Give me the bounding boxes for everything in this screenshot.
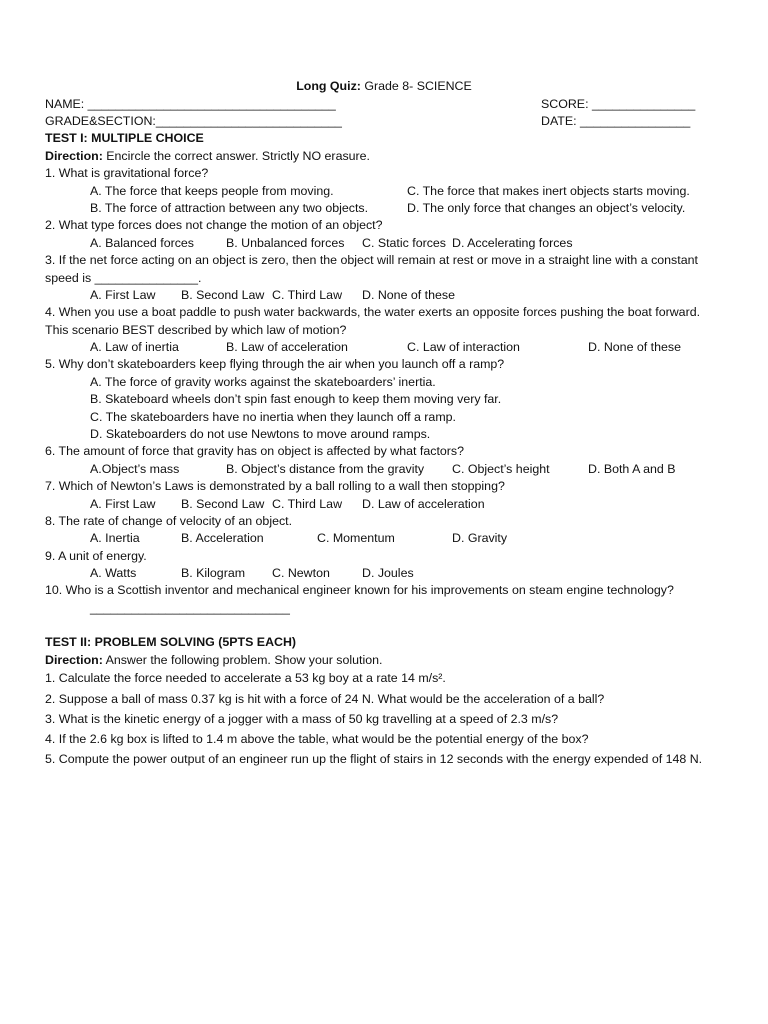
question-6-option-a: A.Object’s mass [90,462,180,476]
question-2-option-a: A. Balanced forces [90,236,195,250]
question-4-option-c: C. Law of interaction [407,340,520,354]
question-5-option-d: D. Skateboarders do not use Newtons to move around ramps. [90,427,431,441]
question-8-stem: 8. The rate of change of velocity of an object. [45,514,293,528]
question-1-option-b: B. The force of attraction between any two objects. [90,201,369,215]
question-6-option-d: D. Both A and B [588,462,676,476]
title-bold: Long Quiz: [296,79,361,93]
question-1-stem: 1. What is gravitational force? [45,166,209,180]
test2-direction [45,653,382,667]
score-field: SCORE: _______________ [541,97,696,111]
question-2-option-d: D. Accelerating forces [452,236,573,250]
question-9-stem: 9. A unit of energy. [45,549,147,563]
question-5-option-b: B. Skateboard wheels don’t spin fast enough to keep them moving very far. [90,392,502,406]
question-1-option-d: D. The only force that changes an object’s velocity. [407,201,686,215]
question-3-option-a: A. First Law [90,288,156,302]
question-8-option-a: A. Inertia [90,531,140,545]
question-2-stem: 2. What type forces does not change the motion of an object? [45,218,383,232]
question-10-stem: 10. Who is a Scottish inventor and mechanical engineer known for his improvements on steam engine technology? [45,583,674,597]
question-3-option-b: B. Second Law [181,288,265,302]
problem-4: 4. If the 2.6 kg box is lifted to 1.4 m above the table, what would be the potential energy of the box? [45,732,589,746]
question-8-option-d: D. Gravity [452,531,508,545]
question-2-option-c: C. Static forces [362,236,447,250]
question-3-option-d: D. None of these [362,288,455,302]
question-5-stem: 5. Why don’t skateboarders keep flying through the air when you launch off a ramp? [45,357,505,371]
question-9-option-c: C. Newton [272,566,330,580]
question-8-option-b: B. Acceleration [181,531,264,545]
problem-3: 3. What is the kinetic energy of a jogger with a mass of 50 kg travelling at a speed of 2.3 m/s? [45,712,559,726]
question-7-option-a: A. First Law [90,497,156,511]
direction-label: Direction: [45,653,103,667]
question-9-option-d: D. Joules [362,566,414,580]
question-9-option-a: A. Watts [90,566,137,580]
direction-text: Answer the following problem. Show your solution. [102,653,383,667]
question-3-stem-line2: speed is _______________. [45,271,202,285]
date-field: DATE: ________________ [541,114,691,128]
test1-direction [45,149,370,163]
question-2-option-b: B. Unbalanced forces [226,236,345,250]
question-7-option-b: B. Second Law [181,497,265,511]
question-3-option-c: C. Third Law [272,288,343,302]
quiz-title [0,79,768,93]
question-10-answer-blank: _____________________________ [90,601,290,615]
problem-5: 5. Compute the power output of an engineer run up the flight of stairs in 12 seconds with the energy expended of 148 N. [45,752,703,766]
question-6-option-c: C. Object’s height [452,462,550,476]
question-3-stem-line1: 3. If the net force acting on an object is zero, then the object will remain at rest or move in a straight line with a constant [45,253,698,267]
question-4-option-d: D. None of these [588,340,681,354]
question-4-stem-line2: This scenario BEST described by which law of motion? [45,323,347,337]
question-6-stem: 6. The amount of force that gravity has on object is affected by what factors? [45,444,464,458]
question-5-option-a: A. The force of gravity works against the skateboarders’ inertia. [90,375,436,389]
question-1-option-a: A. The force that keeps people from moving. [90,184,334,198]
question-6-option-b: B. Object’s distance from the gravity [226,462,425,476]
problem-2: 2. Suppose a ball of mass 0.37 kg is hit with a force of 24 N. What would be the acceleration of a ball? [45,692,605,706]
question-7-option-d: D. Law of acceleration [362,497,485,511]
direction-label: Direction: [45,149,103,163]
question-4-option-b: B. Law of acceleration [226,340,348,354]
question-7-option-c: C. Third Law [272,497,343,511]
question-5-option-c: C. The skateboarders have no inertia when they launch off a ramp. [90,410,456,424]
question-8-option-c: C. Momentum [317,531,395,545]
title-rest: Grade 8- SCIENCE [360,79,472,93]
question-7-stem: 7. Which of Newton’s Laws is demonstrated by a ball rolling to a wall then stopping? [45,479,505,493]
problem-1: 1. Calculate the force needed to accelerate a 53 kg boy at a rate 14 m/s². [45,671,446,685]
test1-heading: TEST I: MULTIPLE CHOICE [45,131,204,145]
question-1-option-c: C. The force that makes inert objects starts moving. [407,184,690,198]
test2-heading: TEST II: PROBLEM SOLVING (5PTS EACH) [45,635,297,649]
question-4-option-a: A. Law of inertia [90,340,179,354]
question-9-option-b: B. Kilogram [181,566,246,580]
grade-section-field: GRADE&SECTION:___________________________ [45,114,342,128]
direction-text: Encircle the correct answer. Strictly NO erasure. [102,149,371,163]
question-4-stem-line1: 4. When you use a boat paddle to push water backwards, the water exerts an opposite forces pushing the boat forward. [45,305,701,319]
name-field: NAME: ____________________________________ [45,97,336,111]
